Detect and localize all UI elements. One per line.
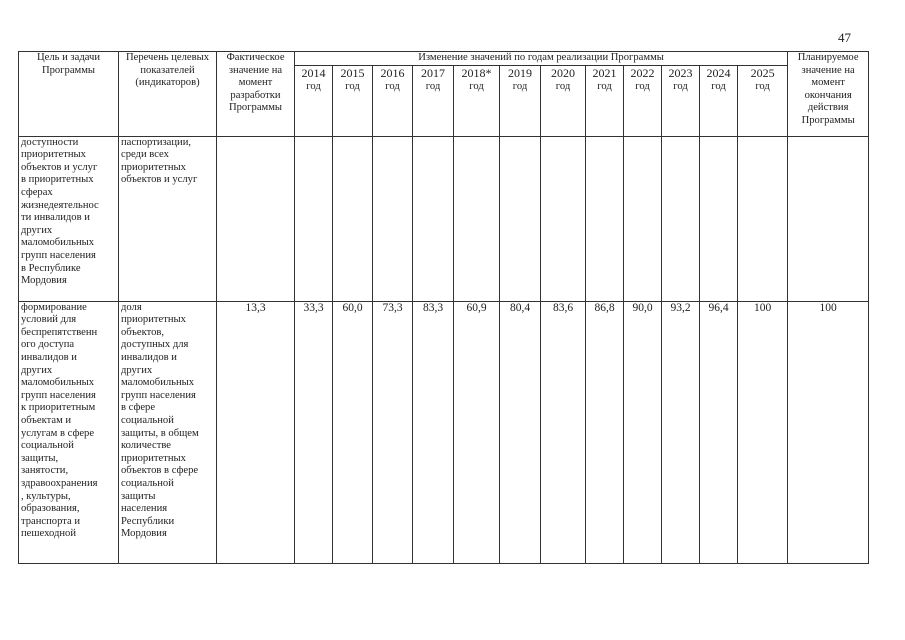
header-year-9 <box>662 65 700 136</box>
header-planned-value: Планируемое значение на момент окончания действия Программы <box>788 52 869 137</box>
header-year-label: 2016 <box>380 65 405 80</box>
year-value-cell: 96,4 <box>700 301 738 563</box>
header-year-suffix: год <box>512 80 528 92</box>
year-value-cell <box>700 136 738 301</box>
header-row <box>19 52 869 66</box>
header-year-label: 2014 <box>301 65 326 80</box>
header-year-label: 2019 <box>508 65 532 80</box>
year-value-cell <box>500 136 541 301</box>
year-value-cell: 83,6 <box>541 301 586 563</box>
year-value-cell: 33,3 <box>295 301 333 563</box>
header-year-suffix: год <box>425 80 441 92</box>
year-value-cell: 90,0 <box>624 301 662 563</box>
year-value-cell: 100 <box>738 301 788 563</box>
header-year-label: 2025 <box>750 65 775 80</box>
header-year-suffix: год <box>711 80 726 92</box>
page-number: 47 <box>838 30 851 45</box>
indicators-table <box>18 51 869 564</box>
header-year-10 <box>700 65 738 136</box>
header-year-suffix: год <box>635 80 650 92</box>
year-value-cell: 60,0 <box>333 301 373 563</box>
header-changes-by-year: Изменение значений по годам реализации Программы <box>295 52 788 66</box>
year-value-cell <box>454 136 500 301</box>
header-year-suffix: год <box>755 80 770 92</box>
year-value-cell: 86,8 <box>586 301 624 563</box>
header-year-suffix: год <box>385 80 400 92</box>
year-value-cell <box>586 136 624 301</box>
header-year-label: 2020 <box>551 65 575 80</box>
header-year-label: 2023 <box>668 65 693 80</box>
year-value-cell <box>624 136 662 301</box>
year-value-cell <box>333 136 373 301</box>
header-year-3 <box>413 65 454 136</box>
table-row <box>19 136 869 301</box>
year-value-cell <box>295 136 333 301</box>
year-value-cell <box>373 136 413 301</box>
year-value-cell <box>541 136 586 301</box>
header-year-suffix: год <box>673 80 688 92</box>
header-year-2 <box>373 65 413 136</box>
header-year-label: 2022 <box>630 65 655 80</box>
header-year-suffix: год <box>306 80 321 92</box>
header-year-suffix: год <box>345 80 360 92</box>
planned-value-cell: 100 <box>788 301 869 563</box>
table-row <box>19 301 869 563</box>
planned-value-cell <box>788 136 869 301</box>
header-year-1 <box>333 65 373 136</box>
actual-value-cell: 13,3 <box>217 301 295 563</box>
indicator-cell: паспортизации, среди всех приоритетных объектов и услуг <box>119 136 217 301</box>
year-value-cell: 60,9 <box>454 301 500 563</box>
header-year-7 <box>586 65 624 136</box>
year-value-cell: 73,3 <box>373 301 413 563</box>
header-actual-value: Фактическое значение на момент разработки Программы <box>217 52 295 137</box>
year-value-cell: 93,2 <box>662 301 700 563</box>
header-year-11 <box>738 65 788 136</box>
year-value-cell <box>413 136 454 301</box>
year-value-cell <box>662 136 700 301</box>
year-value-cell <box>738 136 788 301</box>
header-year-suffix: год <box>597 80 612 92</box>
header-year-8 <box>624 65 662 136</box>
header-year-6 <box>541 65 586 136</box>
goal-cell: формирование условий для беспрепятственн ого доступа инвалидов и других маломобильных групп населения к приоритетным объектам и услугам в сфере социальной защиты, занятости, здравоохранения , культуры, образования, транспорта и пешеходной <box>19 301 119 563</box>
header-goal: Цель и задачи Программы <box>19 52 119 137</box>
indicator-cell: доля приоритетных объектов, доступных для инвалидов и других маломобильных групп населения в сфере социальной защиты, в общем количестве приоритетных объектов в сфере социальной защиты населения Республики Мордовия <box>119 301 217 563</box>
header-year-5 <box>500 65 541 136</box>
actual-value-cell <box>217 136 295 301</box>
header-indicators: Перечень целевых показателей (индикаторов) <box>119 52 217 137</box>
year-value-cell: 83,3 <box>413 301 454 563</box>
goal-cell: доступности приоритетных объектов и услуг в приоритетных сферах жизнедеятельнос ти инвалидов и других маломобильных групп населения в Республике Мордовия <box>19 136 119 301</box>
header-year-0 <box>295 65 333 136</box>
header-year-suffix: год <box>555 80 571 92</box>
header-year-suffix: год <box>469 80 484 92</box>
header-year-label: 2021 <box>592 65 617 80</box>
header-year-4 <box>454 65 500 136</box>
header-year-label: 2018* <box>461 65 492 80</box>
header-year-label: 2024 <box>706 65 731 80</box>
header-year-label: 2015 <box>340 65 365 80</box>
year-value-cell: 80,4 <box>500 301 541 563</box>
header-year-label: 2017 <box>421 65 445 80</box>
